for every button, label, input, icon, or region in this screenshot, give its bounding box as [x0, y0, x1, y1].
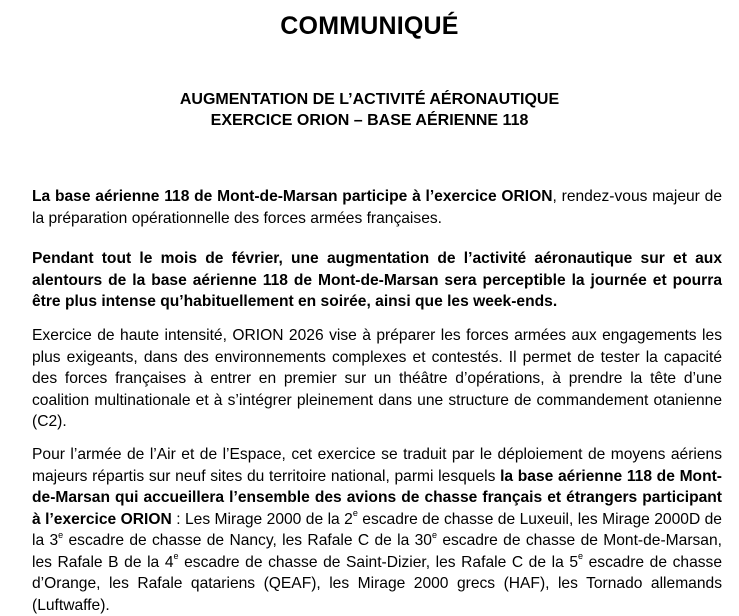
- ordinal-sup: e: [173, 551, 179, 562]
- deployment-seg-2: escadre de chasse de Luxeuil, les Mirage 2000D de la 3: [32, 510, 722, 549]
- ordinal-sup: e: [58, 529, 64, 540]
- deployment-seg-6: escadre de chasse d’Orange, les Rafale qatariens (QEAF), les Mirage 2000 grecs (HAF), les Tornado allemands (Luftwaffe).: [32, 553, 723, 614]
- paragraph-intro-bold: La base aérienne 118 de Mont-de-Marsan participe à l’exercice ORION: [32, 188, 553, 205]
- paragraph-intro-rest: , rendez-vous majeur de la préparation opérationnelle des forces armées françaises.: [32, 188, 722, 227]
- ordinal-sup: e: [578, 551, 584, 562]
- paragraph-aircraft-deployment: [32, 444, 722, 616]
- deployment-seg-3: escadre de chasse de Nancy, les Rafale C de la 30: [63, 532, 432, 549]
- paragraph-intro: [32, 186, 722, 229]
- subtitle-line-1: AUGMENTATION DE L’ACTIVITÉ AÉRONAUTIQUE: [179, 91, 560, 108]
- document-title: COMMUNIQUÉ: [280, 12, 459, 40]
- deployment-seg-5: escadre de chasse de Saint-Dizier, les Rafale C de la 5: [178, 553, 579, 571]
- deployment-intro: Pour l’armée de l’Air et de l’Espace, cet exercice se traduit par le déploiement de moyens aériens majeurs répartis sur neuf sites du territoire national, parmi lesquels: [32, 446, 722, 485]
- ordinal-sup: e: [431, 529, 437, 540]
- paragraph-activity-notice-bold: Pendant tout le mois de février, une augmentation de l’activité aéronautique sur et aux alentours de la base aérienne 118 de Mont-de-Marsan sera perceptible la journée et pourra être plus intense qu’habituellement en soirée, ainsi que les week-ends.: [32, 250, 722, 310]
- subtitle-line-2: EXERCICE ORION – BASE AÉRIENNE 118: [210, 112, 529, 129]
- deployment-bold: la base aérienne 118 de Mont-de-Marsan qui accueillera l’ensemble des avions de chasse français et étrangers participant à l’exercice ORION: [32, 467, 722, 528]
- paragraph-activity-notice: [32, 248, 722, 313]
- deployment-seg-4: escadre de chasse de Mont-de-Marsan, les Rafale B de la 4: [32, 532, 722, 571]
- paragraph-exercise-description: Exercice de haute intensité, ORION 2026 vise à préparer les forces armées aux engagements les plus exigeants, dans des environnements complexes et contestés. Il permet de tester la capacité des forces françaises à entrer en premier sur un théâtre d’opérations, à prendre la tête d’une coalition multinationale et à s’intégrer pleinement dans une structure de commandement otanienne (C2).: [32, 327, 722, 430]
- ordinal-sup: e: [352, 508, 358, 519]
- deployment-seg-1: : Les Mirage 2000 de la 2: [171, 510, 353, 528]
